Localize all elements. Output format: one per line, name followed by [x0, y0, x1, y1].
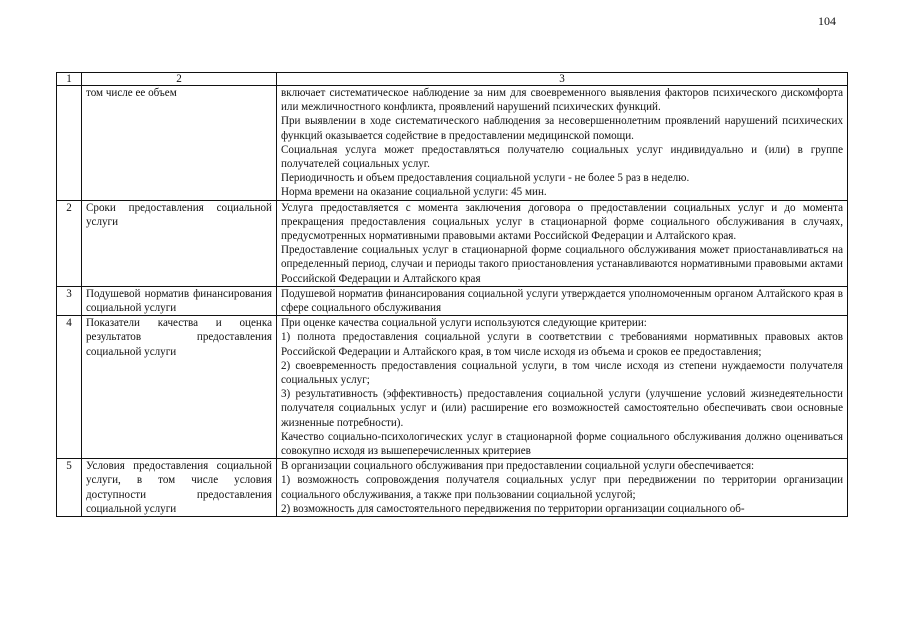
row-description [277, 459, 848, 517]
description-paragraph: Подушевой норматив финансирования социальной услуги утверждается уполномоченным органом Алтайского края в сфере социального обслуживания [281, 287, 843, 315]
row-number [57, 86, 82, 201]
column-description-header: 3 [277, 73, 848, 86]
row-name: Показатели качества и оценка результатов предоставления социальной услуги [82, 316, 277, 459]
description-paragraph: При оценке качества социальной услуги используются следующие критерии: [281, 317, 647, 330]
row-number: 4 [57, 316, 82, 459]
description-paragraph: 1) полнота предоставления социальной услуги в соответствии с требованиями нормативных правовых актов Российской Федерации и Алтайского края, в том числе исходя из объема и сроков ее предоставления; [281, 331, 843, 358]
table-header-row [57, 73, 848, 86]
column-number-header: 1 [57, 73, 82, 86]
row-number: 3 [57, 286, 82, 315]
description-paragraph: 2) возможность для самостоятельного передвижения по территории организации социального об- [281, 502, 745, 515]
description-paragraph: 3) результативность (эффективность) предоставления социальной услуги (улучшение условий жизнедеятельности получателя социальных услуг и (или) расширение его возможностей самостоятельно обеспечивать свои основные жизненные потребности). [281, 388, 843, 429]
row-name: том числе ее объем [82, 86, 277, 201]
description-paragraph: 1) возможность сопровождения получателя социальных услуг при передвижении по территории организации социального обслуживания, а также при пользовании социальной услугой; [281, 474, 843, 501]
table-row [57, 459, 848, 517]
page-number: 104 [818, 14, 836, 28]
row-description [277, 200, 848, 286]
description-paragraph: включает систематическое наблюдение за ним для своевременного выявления факторов психического дискомфорта или межличностного конфликта, проявлений нарушений психических функций. [281, 87, 843, 114]
table-row [57, 86, 848, 201]
row-description [277, 86, 848, 201]
description-paragraph: Норма времени на оказание социальной услуги: 45 мин. [281, 186, 547, 199]
description-paragraph: При выявлении в ходе систематического наблюдения за несовершеннолетним проявлений нарушений психических функций оказывается содействие в предоставлении медицинской помощи. [281, 115, 843, 142]
row-name: Условия предоставления социальной услуги, в том числе условия доступности предоставления социальной услуги [82, 459, 277, 517]
description-paragraph: 2) своевременность предоставления социальной услуги, в том числе исходя из степени нуждаемости получателя социальных услуг; [281, 359, 843, 387]
description-paragraph: Социальная услуга может предоставляться получателю социальных услуг индивидуально и (или) в группе получателей социальных услуг. [281, 143, 843, 171]
description-paragraph: Предоставление социальных услуг в стационарной форме социального обслуживания может приостанавливаться на определенный период, случаи и периоды такого приостановления устанавливаются нормативными правовыми актами Российской Федерации и Алтайского края [281, 244, 843, 285]
description-paragraph: Качество социально-психологических услуг в стационарной форме социального обслуживания должно оцениваться совокупно исходя из вышеперечисленных критериев [281, 430, 843, 458]
row-number: 5 [57, 459, 82, 517]
row-description [277, 316, 848, 459]
description-paragraph: Услуга предоставляется с момента заключения договора о предоставлении социальных услуг и до момента прекращения предоставления социальных услуг в стационарной форме социального обслуживания в случаях, предусмотренных нормативными правовыми актами Российской Федерации и Алтайского края. [281, 201, 843, 243]
row-name: Сроки предоставления социальной услуги [82, 200, 277, 286]
row-description [277, 286, 848, 315]
table-row [57, 200, 848, 286]
description-paragraph: В организации социального обслуживания при предоставлении социальной услуги обеспечивается: [281, 460, 755, 473]
service-standard-table [56, 72, 848, 517]
column-name-header: 2 [82, 73, 277, 86]
row-number: 2 [57, 200, 82, 286]
table-row [57, 316, 848, 459]
table-row [57, 286, 848, 315]
description-paragraph: Периодичность и объем предоставления социальной услуги - не более 5 раз в неделю. [281, 172, 690, 185]
row-name: Подушевой норматив финансирования социальной услуги [82, 286, 277, 315]
